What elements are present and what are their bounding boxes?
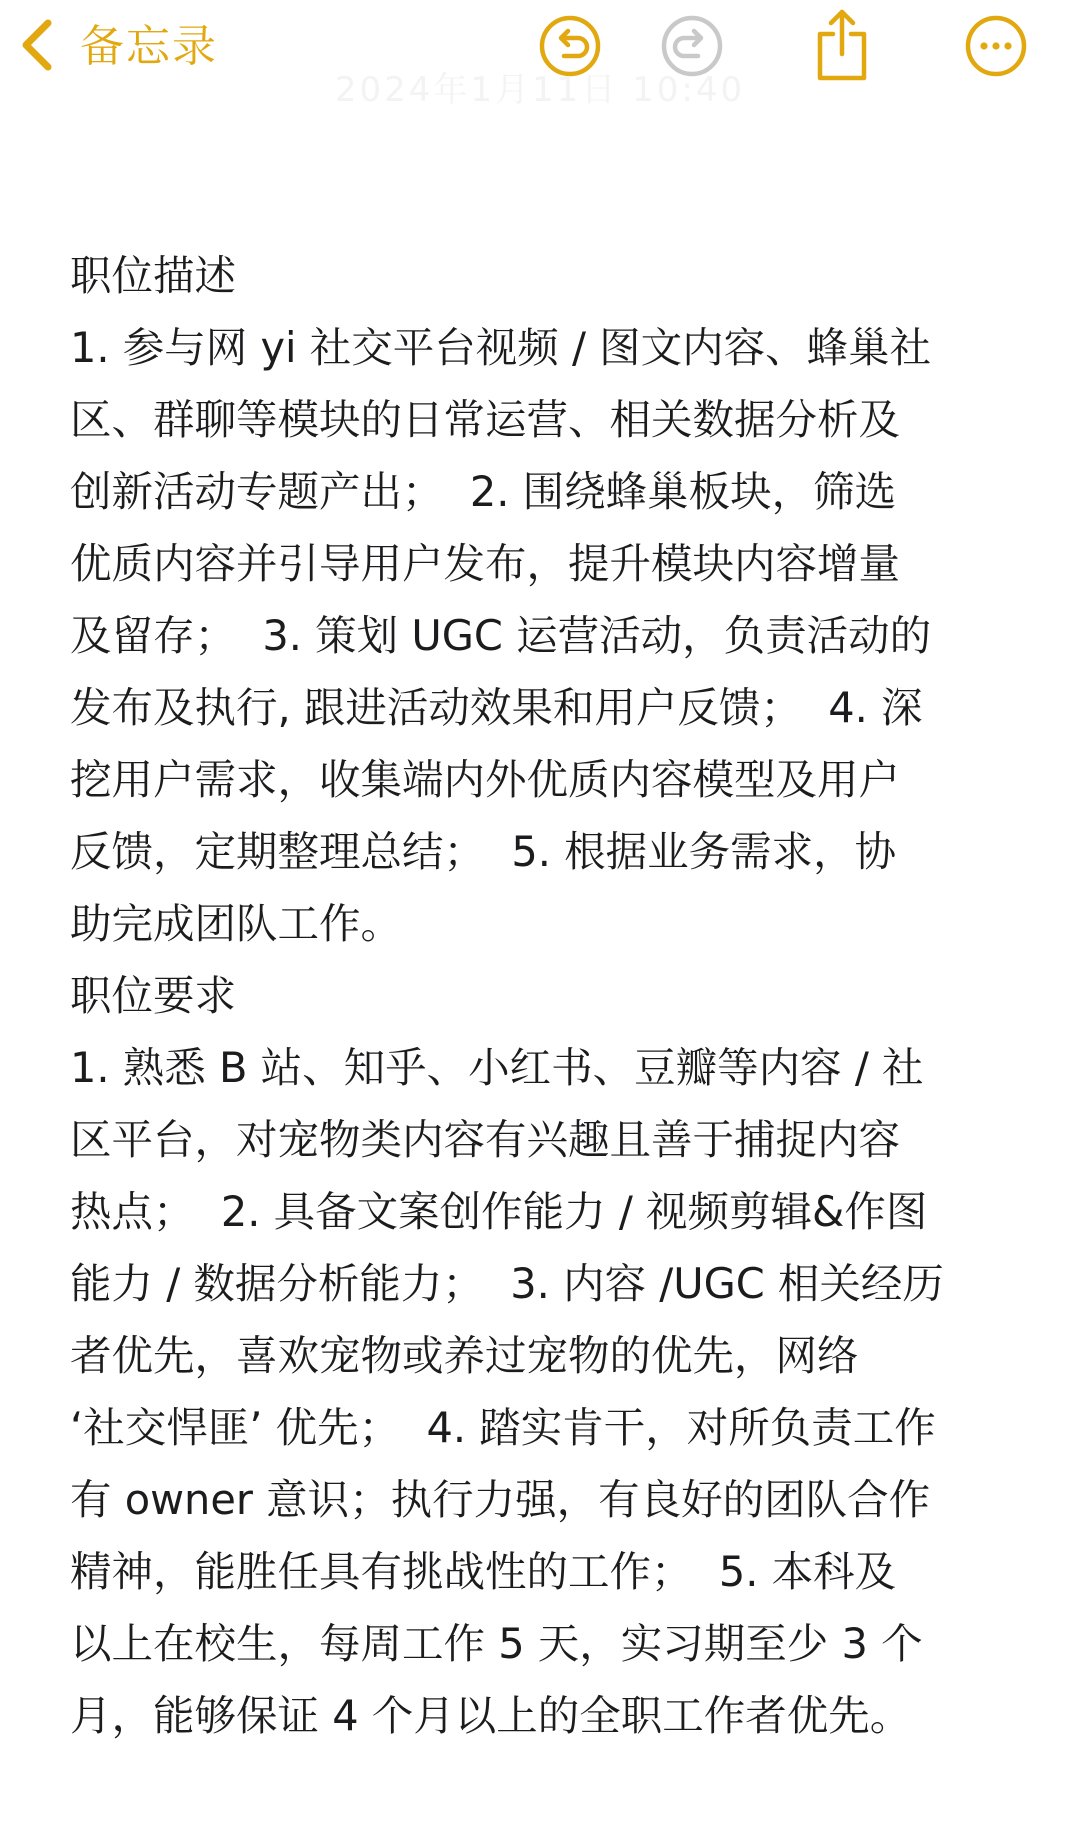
note-line: 职位要求 xyxy=(70,971,237,1020)
note-line: 1. 熟悉 B 站、知乎、小红书、豆瓣等内容 / 社 xyxy=(70,1043,924,1092)
note-line: 优质内容并引导用户发布，提升模块内容增量 xyxy=(70,539,901,588)
note-line: 月，能够保证 4 个月以上的全职工作者优先。 xyxy=(70,1691,912,1740)
note-line: 及留存； 3. 策划 UGC 运营活动，负责活动的 xyxy=(70,611,932,660)
note-line: 有 owner 意识；执行力强，有良好的团队合作 xyxy=(70,1475,931,1524)
note-line: 热点； 2. 具备文案创作能力 / 视频剪辑&作图 xyxy=(70,1187,928,1236)
note-line: 区、群聊等模块的日常运营、相关数据分析及 xyxy=(70,395,901,444)
note-line: 区平台，对宠物类内容有兴趣且善于捕捉内容 xyxy=(70,1115,901,1164)
note-line: 职位描述 xyxy=(70,251,237,300)
note-line: ‘社交悍匪’ 优先； 4. 踏实肯干，对所负责工作 xyxy=(70,1403,936,1452)
note-line: 发布及执行, 跟进活动效果和用户反馈； 4. 深 xyxy=(70,683,923,732)
note-line: 1. 参与网 yi 社交平台视频 / 图文内容、蜂巢社 xyxy=(70,323,932,372)
note-body[interactable] xyxy=(70,240,1010,1752)
note-line: 挖用户需求，收集端内外优质内容模型及用户 xyxy=(70,755,901,804)
note-line: 者优先，喜欢宠物或养过宠物的优先，网络 xyxy=(70,1331,859,1380)
note-line: 能力 / 数据分析能力； 3. 内容 /UGC 相关经历 xyxy=(70,1259,944,1308)
note-line: 精神，能胜任具有挑战性的工作； 5. 本科及 xyxy=(70,1547,897,1596)
note-line: 助完成团队工作。 xyxy=(70,899,403,948)
note-date: 2024年1月11日 10:40 xyxy=(334,70,746,110)
note-line: 创新活动专题产出； 2. 围绕蜂巢板块，筛选 xyxy=(70,467,897,516)
back-label: 备忘录 xyxy=(80,21,218,72)
note-line: 以上在校生，每周工作 5 天，实习期至少 3 个 xyxy=(70,1619,923,1668)
note-line: 反馈，定期整理总结； 5. 根据业务需求，协 xyxy=(70,827,897,876)
